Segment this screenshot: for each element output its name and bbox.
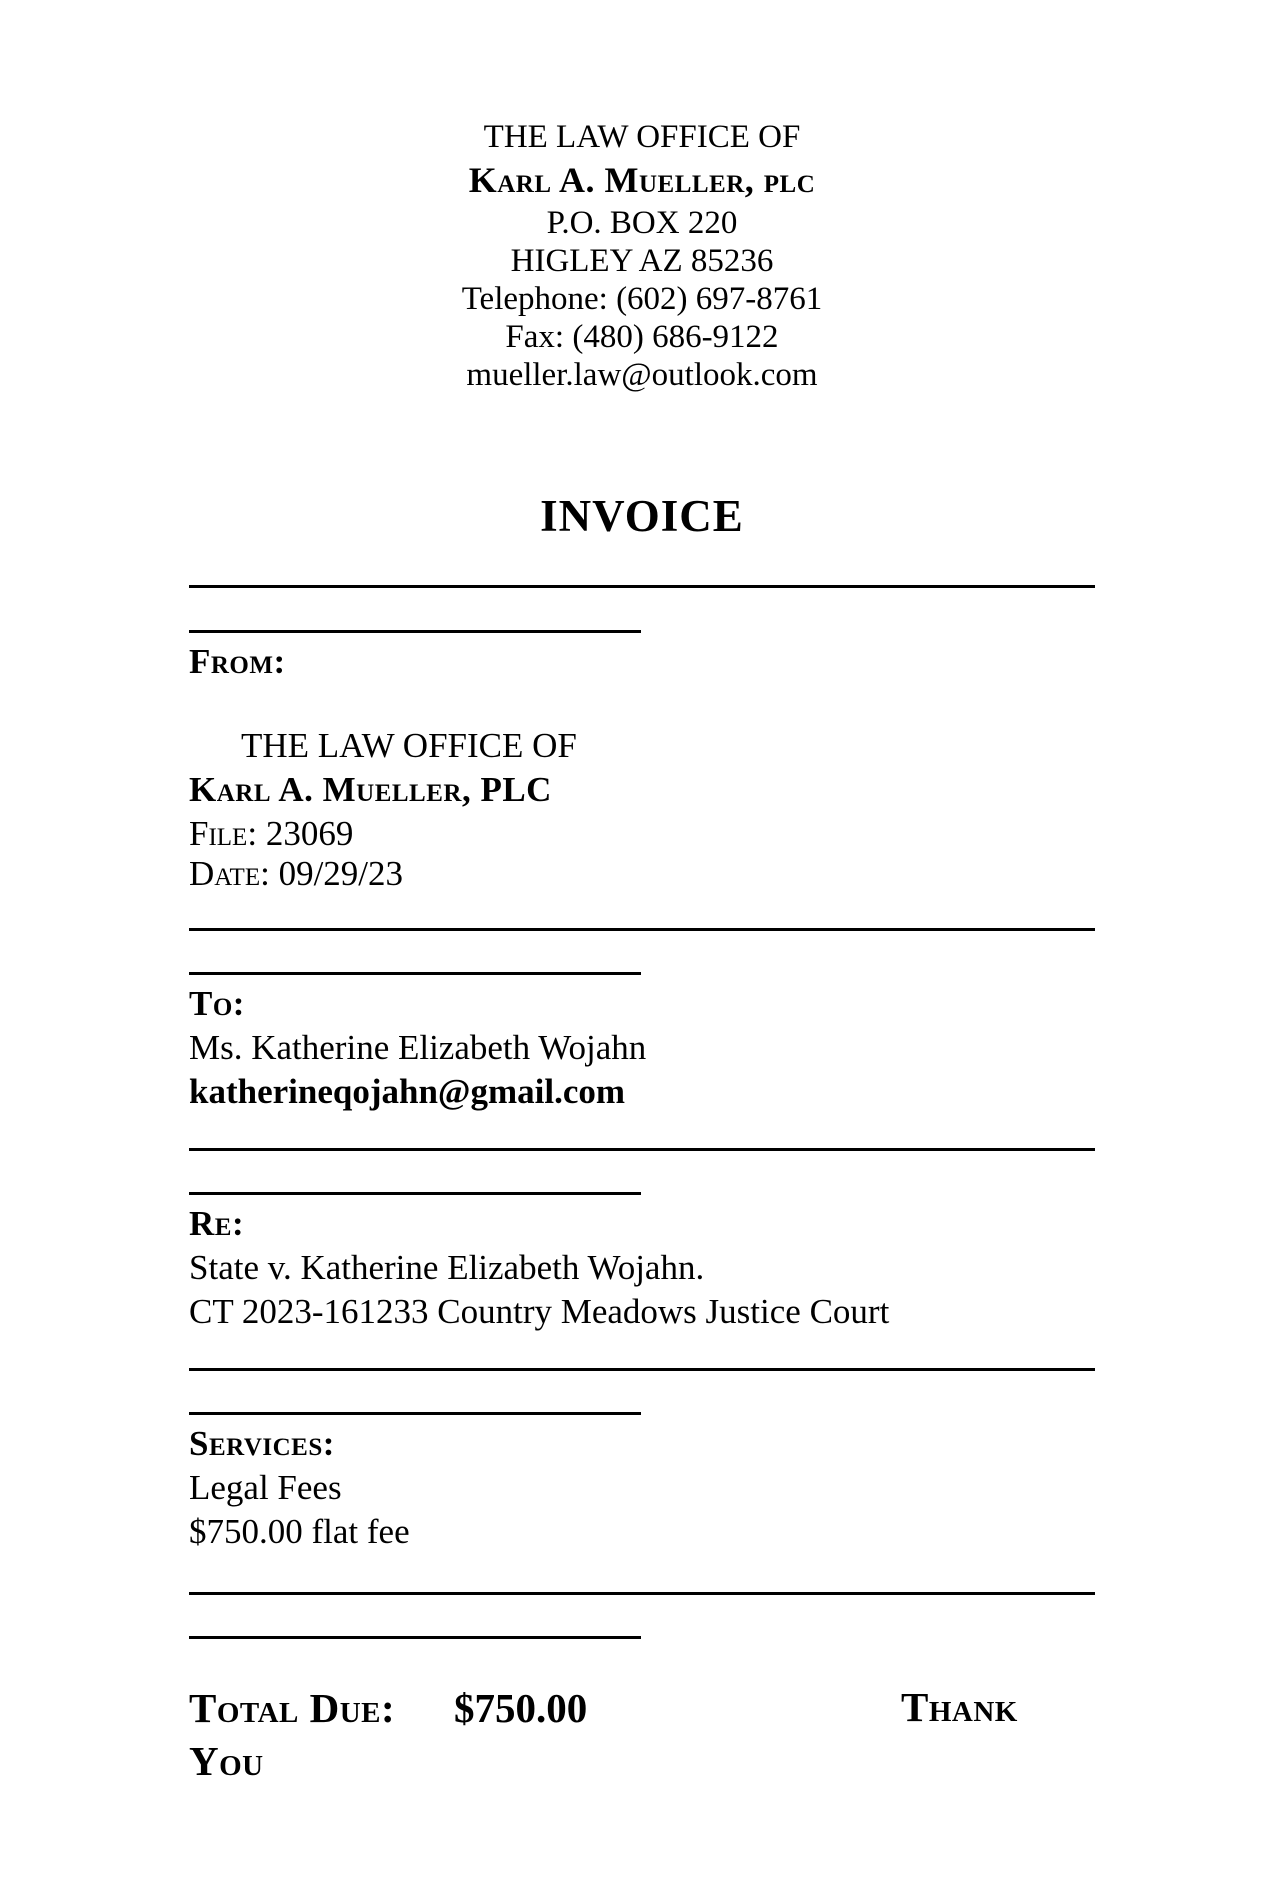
total-due-label: Total Due: [189, 1685, 396, 1731]
re-court: CT 2023-161233 Country Meadows Justice Court [189, 1292, 890, 1331]
services-label: Services: [189, 1424, 335, 1463]
divider-long [189, 1148, 1095, 1151]
to-email: katherineqojahn@gmail.com [189, 1072, 626, 1111]
from-date [189, 852, 403, 896]
divider-short [189, 1412, 641, 1415]
letterhead-po-box: P.O. BOX 220 [546, 205, 738, 241]
letterhead-firm-name: Karl A. Mueller, plc [468, 160, 816, 200]
letterhead-telephone: Telephone: (602) 697-8761 [461, 281, 823, 317]
file-label: File [189, 814, 248, 853]
re-case: State v. Katherine Elizabeth Wojahn. [189, 1248, 705, 1287]
from-label: From: [189, 642, 286, 681]
letterhead-fax: Fax: (480) 686-9122 [505, 319, 779, 355]
divider-long [189, 928, 1095, 931]
date-value: : 09/29/23 [260, 854, 404, 893]
re-label: Re: [189, 1204, 245, 1243]
divider-short [189, 972, 641, 975]
from-office-of: THE LAW OFFICE OF [241, 726, 577, 765]
divider-long [189, 1592, 1095, 1595]
divider-short [189, 630, 641, 633]
services-item: Legal Fees [189, 1468, 342, 1507]
letterhead-office-of: THE LAW OFFICE OF [483, 119, 801, 155]
to-name: Ms. Katherine Elizabeth Wojahn [189, 1028, 647, 1067]
to-label: To: [189, 984, 245, 1023]
divider-short [189, 1192, 641, 1195]
total-due-amount: $750.00 [454, 1685, 588, 1731]
thank-you-second: You [189, 1738, 264, 1784]
letterhead [0, 118, 1284, 394]
letterhead-email: mueller.law@outlook.com [466, 357, 818, 393]
from-firm-name: Karl A. Mueller, PLC [189, 770, 552, 809]
date-label: Date [189, 854, 261, 893]
letterhead-city-state-zip: HIGLEY AZ 85236 [510, 243, 774, 279]
divider-short [189, 1636, 641, 1639]
thank-you-first: Thank [901, 1684, 1018, 1730]
from-file [189, 812, 353, 856]
invoice-title: INVOICE [540, 491, 744, 541]
file-value: : 23069 [247, 814, 354, 853]
divider-long [189, 585, 1095, 588]
services-fee: $750.00 flat fee [189, 1512, 410, 1551]
divider-long [189, 1368, 1095, 1371]
